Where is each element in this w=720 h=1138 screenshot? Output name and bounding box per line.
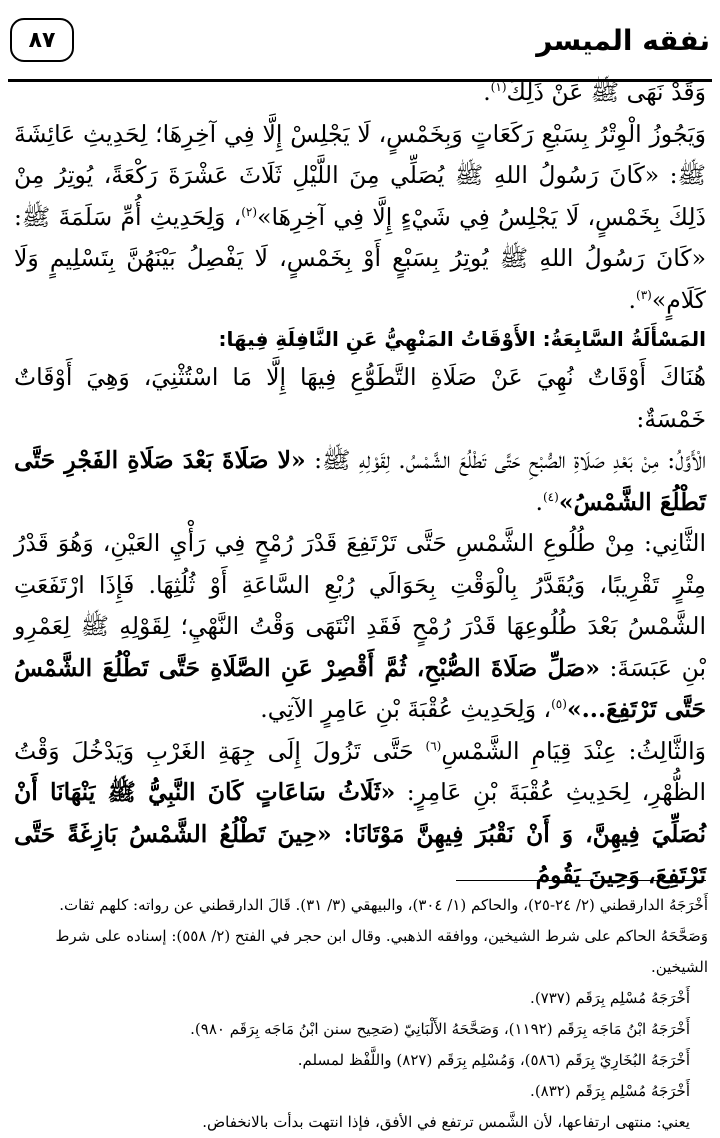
text-run: ، وَلِحَدِيثِ أُمِّ سَلَمَةَ ﷺ: «كَانَ رَسُولُ اللهِ ﷺ يُوتِرُ بِسَبْعٍ أَوْ بِخَمْسٍ، لَا يَفْصِلُ بَيْنَهُنَّ بِتَسْلِيمٍ وَلَا كَلَامٍ» xyxy=(14,202,706,314)
footnote-item: أَخْرَجَهُ الدارقطني (٢/ ٢٤-٢٥)، والحاكم (١/ ٣٠٤)، والبيهقي (٣/ ٣١). قَالَ الدارقطني عن رواته: كلهم ثقات. xyxy=(59,896,708,914)
paragraph xyxy=(14,357,706,440)
page-number: ٨٧ xyxy=(10,18,74,62)
running-title: نفقه الميسر xyxy=(536,24,710,57)
footnote-ref: (٢) xyxy=(241,204,258,219)
footnote-ref: (١) xyxy=(490,80,507,95)
footnote-item: وَصَحَّحَهُ الحاكم على شرط الشيخين، ووافقه الذهبي. وقال ابن حجر في الفتح (٢/ ٥٥٨): إسناده على شرط الشيخين. xyxy=(55,927,708,976)
paragraph: وَقَدْ نَهَى ﷺ عَنْ ذَلِكَ$^{(١)}$. xyxy=(483,78,706,106)
paragraph: الْأَوَّلُ: مِنْ بَعْدِ صَلَاةِ الصُّبْحِ حَتَّى تَطْلُعَ الشَّمْسُ. لِقَوْلِهِ ﷺ: «لا صَلَاةَ بَعْدَ صَلَاةِ الفَجْرِ حَتَّى تَطْلُعَ الشَّمْسُ»$^{(٤)}$. xyxy=(14,446,706,516)
footnote-item: أَخْرَجَهُ البُخَارِيّ بِرَقَم (٥٨٦)، وَمُسْلِم بِرَقَم (٨٢٧) واللَّفْظ لمسلم. xyxy=(297,1051,690,1069)
footnote-divider xyxy=(456,880,706,881)
text-run: هُنَاكَ أَوْقَاتٌ نُهِيَ عَنْ صَلَاةِ التَّطَوُّعِ فِيهَا إِلَّا مَا اسْتُثْنِيَ، وَهِيَ أَوْقَاتٌ خَمْسَةٌ: xyxy=(14,363,706,433)
text-run: وَقَدْ نَهَى ﷺ عَنْ ذَلِكَ xyxy=(506,78,706,106)
footnote-item: أَخْرَجَهُ ابْنُ مَاجَه بِرَقَم (١١٩٢)، وَصَحَّحَهُ الأَلْبَانِيّ (صَحِيح سنن ابْنُ مَاجَه بِرَقَم ٩٨٠). xyxy=(190,1020,690,1038)
paragraph xyxy=(14,731,706,897)
footnote-ref: (٦) xyxy=(425,738,442,753)
footnote-item: يعني: منتهى ارتفاعها، لأن الشَّمس ترتفع في الأفق، فإذا انتهت بدأت بالانخفاض. xyxy=(202,1113,690,1131)
footnote-item: أَخْرَجَهُ مُسْلِم بِرَقَم (٨٣٢). xyxy=(530,1082,690,1100)
text-run: وَالثَّالِثُ: عِنْدَ قِيَامِ الشَّمْسِ xyxy=(441,736,706,765)
hadith-quote: «ثَلَاثُ سَاعَاتٍ كَانَ النَّبِيُّ ﷺ يَنْهَانَا أَنْ نُصَلِّيَ فِيهِنَّ، وَ أَنْ نَقْبُرَ فِيهِنَّ مَوْتَانَا: «حِينَ تَطْلُعُ الشَّمْسُ بَازِغَةً حَتَّى تَرْتَفِعَ، وَحِينَ يَقُومُ xyxy=(14,778,706,889)
footnote-ref: (٣) xyxy=(636,287,652,302)
footnote-item: أَخْرَجَهُ مُسْلِم بِرَقَم (٧٣٧). xyxy=(530,989,690,1007)
footnote-ref: (٥) xyxy=(551,697,567,712)
text-run: حَتَّى تَزُولَ إِلَى جِهَةِ الغَرْبِ وَيَدْخُلَ وَقْتُ الظُّهْرِ، لِحَدِيثِ عُقْبَةَ بْنِ عَامِرٍ: xyxy=(14,736,706,806)
paragraph: وَيَجُوزُ الْوِتْرُ بِسَبْعِ رَكَعَاتٍ وَبِخَمْسٍ، لَا يَجْلِسْ إِلَّا فِي آخِرِهَا؛ لِحَدِيثِ عَائِشَةَ ﷺ: «كَانَ رَسُولُ اللهِ ﷺ يُصَلِّي مِنَ اللَّيْلِ ثَلَاثَ عَشْرَةَ رَكْعَةً، يُوتِرُ مِنْ ذَلِكَ بِخَمْسٍ، لَا يَجْلِسُ فِي شَيْءٍ إِلَّا فِي آخِرِهَا»$^{(٢)}$، وَلِحَدِيثِ أُمِّ سَلَمَةَ ﷺ: «كَانَ رَسُولُ اللهِ ﷺ يُوتِرُ بِسَبْعٍ أَوْ بِخَمْسٍ، لَا يَفْصِلُ بَيْنَهُنَّ بِتَسْلِيمٍ وَلَا كَلَامٍ»$^{(٣)}$. xyxy=(14,119,706,314)
main-text xyxy=(14,72,706,897)
page-header xyxy=(0,14,720,68)
text-run: وَيَجُوزُ الْوِتْرُ بِسَبْعِ رَكَعَاتٍ وَبِخَمْسٍ، لَا يَجْلِسْ إِلَّا فِي آخِرِهَا؛ لِحَدِيثِ عَائِشَةَ ﷺ: «كَانَ رَسُولُ اللهِ ﷺ يُصَلِّي مِنَ اللَّيْلِ ثَلَاثَ عَشْرَةَ رَكْعَةً، يُوتِرُ مِنْ ذَلِكَ بِخَمْسٍ، لَا يَجْلِسُ فِي شَيْءٍ إِلَّا فِي آخِرِهَا» xyxy=(14,119,706,231)
hadith-quote: «لا صَلَاةَ بَعْدَ صَلَاةِ الفَجْرِ حَتَّى تَطْلُعَ الشَّمْسُ» xyxy=(14,446,706,516)
paragraph xyxy=(14,523,706,731)
section-heading: المَسْأَلَةُ السَّابِعَةُ: الأَوْقَاتُ المَنْهِيُّ عَنِ النَّافِلَةِ فِيهَا: xyxy=(218,327,706,351)
footnote-ref: (٤) xyxy=(542,489,559,504)
text-run: ، وَلِحَدِيثِ عُقْبَةَ بْنِ عَامِرٍ الآتِي. xyxy=(260,695,552,723)
text-run: الْأَوَّلُ: مِنْ بَعْدِ صَلَاةِ الصُّبْحِ حَتَّى تَطْلُعَ الشَّمْسُ. لِقَوْلِهِ ﷺ: xyxy=(305,446,706,474)
footnotes xyxy=(14,890,708,1138)
text-run: الثَّانِي: مِنْ طُلُوعِ الشَّمْسِ حَتَّى تَرْتَفِعَ قَدْرَ رُمْحٍ فِي رَأْيِ العَيْنِ، وَهُوَ قَدْرُ مِتْرٍ تَقْرِيبًا، وَيُقَدَّرُ بِالْوَقْتِ بِحَوَالَي رُبْعِ السَّاعَةِ أَوْ ثُلُثِهَا. فَإِذَا ارْتَفَعَتِ الشَّمْسُ بَعْدَ طُلُوعِهَا قَدْرَ رُمْحٍ فَقَدِ انْتَهَى وَقْتُ النَّهْيِ؛ لِقَوْلِهِ ﷺ لِعَمْرِو بْنِ عَبَسَةَ: xyxy=(14,529,707,682)
hadith-quote: «صَلِّ صَلَاةَ الصُّبْحِ، ثُمَّ أَقْصِرْ عَنِ الصَّلَاةِ حَتَّى تَطْلُعَ الشَّمْسُ حَتَّى تَرْتَفِعَ...» xyxy=(14,653,706,723)
